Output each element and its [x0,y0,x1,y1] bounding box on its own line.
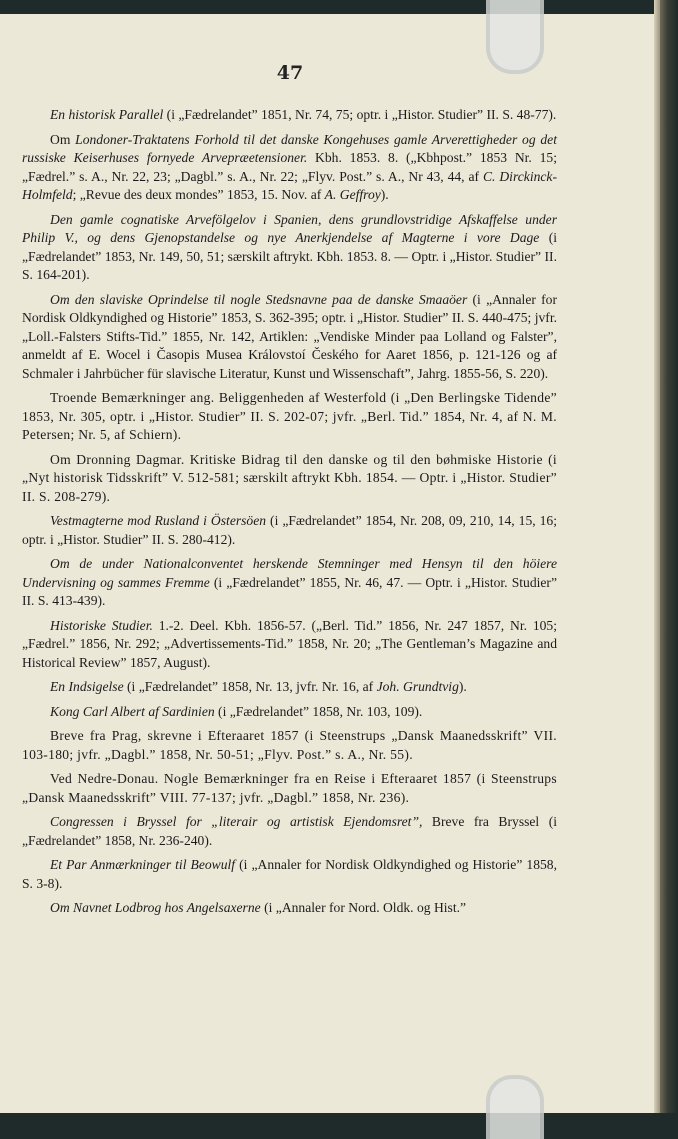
page-number: 47 [276,62,304,84]
bibliography-entry: Congressen i Bryssel for „literair og artistisk Ejendomsret”, Breve fra Bryssel (i „Fædrelandet” 1858, Nr. 236-240). [22,814,558,848]
bibliography-entry: Om Londoner-Traktatens Forhold til det danske Kongehuses gamle Arverettigheder og det russiske Keiserhuses fornyede Arvepræetensioner. Kbh. 1853. 8. („Kbhpost.” 1853 Nr. 15; „Fædrel.” s. A., Nr. 22, 23; „Dagbl.” s. A., Nr. 22; „Flyv. Post.” s. A., Nr 43, 44, af C. Dirckinck-Holmfeld; „Revue des deux mondes” 1853, 15. Nov. af A. Geffroy). [22,131,557,202]
bibliography-entry: En Indsigelse (i „Fædrelandet” 1858, Nr. 13, jvfr. Nr. 16, af Joh. Grundtvig). [50,679,467,694]
bibliography-entry: Ved Nedre-Donau. Nogle Bemærkninger fra en Reise i Efteraaret 1857 (i Steenstrups „Dansk Maanedsskrift” VIII. 77-137; jvfr. „Dagbl.” 1858, Nr. 236). [22,771,557,805]
bottom-clip-icon [486,1075,544,1139]
top-clip-icon [486,0,544,74]
bibliography-entry: Om Dronning Dagmar. Kritiske Bidrag til den danske og til den bøhmiske Historie (i „Nyt historisk Tidsskrift” V. 512-581; særskilt aftrykt Kbh. 1854. — Optr. i „Histor. Studier” II. S. 208-279). [22,451,557,504]
bibliography-entry: Om den slaviske Oprindelse til nogle Stedsnavne paa de danske Smaaöer (i „Annaler for Nordisk Oldkyndighed og Historie” 1853, S. 362-395; optr. i „Histor. Studier” II. S. 440-475; jvfr. „Loll.-Falsters Stifts-Tid.” 1855, Nr. 142, Artiklen: „Vendiske Minder paa Lolland og Falster”, anmeldt af E. Wocel i Časopis Musea Královstoí Českého for Aaret 1856, p. 121-126 og af Schmaler i Jahrbücher für slavische Literatur, Kunst und Wissenschaft”, Jahrg. 1855-56, S. 220). [22,291,557,381]
bibliography-entry: Kong Carl Albert af Sardinien (i „Fædrelandet” 1858, Nr. 103, 109). [50,703,423,719]
book-spine [660,0,678,1113]
bibliography-list [22,106,557,924]
bibliography-entry: Om de under Nationalconventet herskende Stemninger med Hensyn til den höiere Undervisning og sammes Fremme (i „Fædrelandet” 1855, Nr. 46, 47. — Optr. i „Histor. Studier” II. S. 413-439). [22,556,557,608]
bibliography-entry: Breve fra Prag, skrevne i Efteraaret 1857 (i Steenstrups „Dansk Maanedsskrift” VII. 103-180; jvfr. „Dagbl.” 1858, Nr. 50-51; „Flyv. Post.” s. A., Nr. 55). [22,728,557,762]
bibliography-entry: Historiske Studier. 1.-2. Deel. Kbh. 1856-57. („Berl. Tid.” 1856, Nr. 247 1857, Nr. 105; „Fædrel.” 1856, Nr. 292; „Advertissements-Tid.” 1858, Nr. 20; „The Gentleman’s Magazine and Historical Review” 1857, August). [22,617,557,670]
bibliography-entry: Den gamle cognatiske Arvefölgelov i Spanien, dens grundlovstridige Afskaffelse under Philip V., og dens Gjenopstandelse og nye Anerkjendelse af Magterne i vore Dage (i „Fædrelandet” 1853, Nr. 149, 50, 51; særskilt aftrykt. Kbh. 1853. 8. — Optr. i „Histor. Studier” II. S. 164-201). [22,211,557,282]
bibliography-entry: En historisk Parallel (i „Fædrelandet” 1851, Nr. 74, 75; optr. i „Histor. Studier” II. S. 48-77). [50,107,557,122]
book-page [0,14,660,1113]
bibliography-entry: Troende Bemærkninger ang. Beliggenheden af Westerfold (i „Den Berlingske Tidende” 1853, Nr. 305, optr. i „Histor. Studier” II. S. 202-07; jvfr. „Berl. Tid.” 1854, Nr. 4, af N. M. Petersen; Nr. 5, af Schiern). [22,390,557,442]
bibliography-entry: Om Navnet Lodbrog hos Angelsaxerne (i „Annaler for Nord. Oldk. og Hist.” [50,900,467,915]
bibliography-entry: Vestmagterne mod Rusland i Östersöen (i „Fædrelandet” 1854, Nr. 208, 09, 210, 14, 15, 16; optr. i „Histor. Studier” II. S. 280-412). [22,513,558,547]
bibliography-entry: Et Par Anmærkninger til Beowulf (i „Annaler for Nordisk Oldkyndighed og Historie” 1858, S. 3-8). [22,857,558,891]
